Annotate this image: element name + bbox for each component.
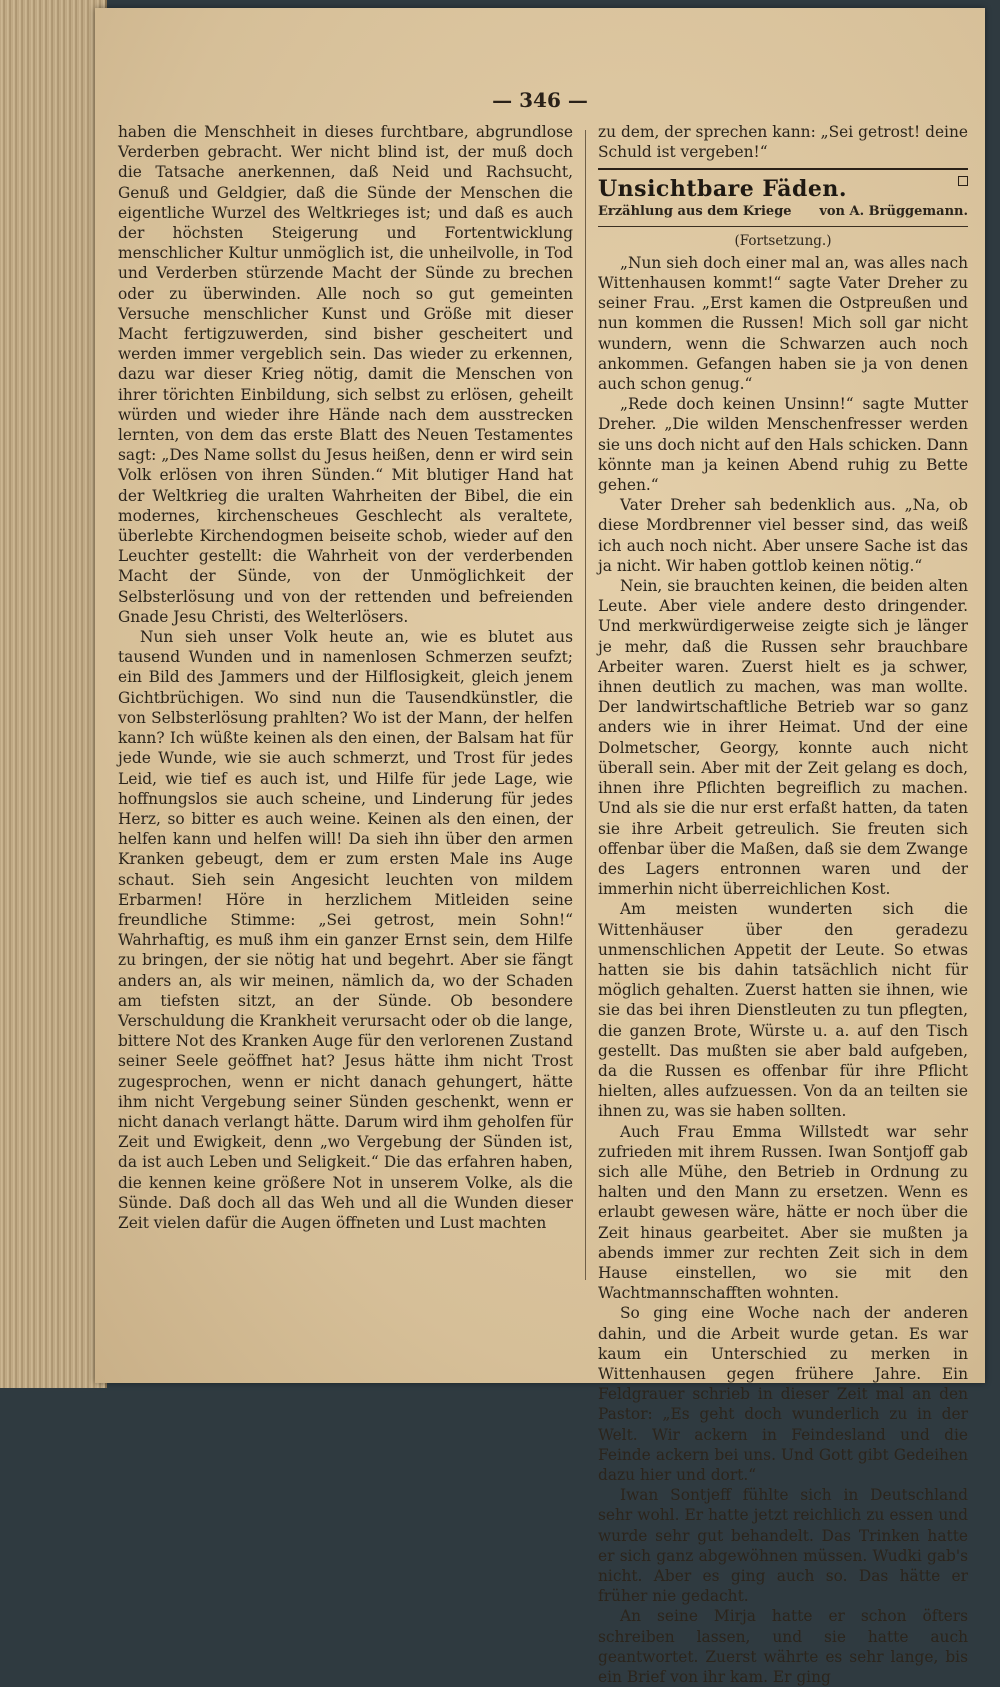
right-intro-paragraph: zu dem, der sprechen kann: „Sei getrost! deine Schuld ist vergeben!“ [598,123,968,162]
story-subtitle-row [598,202,968,226]
story-paragraph: So ging eine Woche nach der anderen dahin, und die Arbeit wurde getan. Es war kaum ein Unterschied zu merken in Wittenhausen gegen frühere Jahre. Ein Feldgrauer schrieb in dieser Zeit mal an den Pastor: „Es geht doch wunderlich zu in der Welt. Wir ackern in Feindesland und die Feinde ackern bei uns. Und Gott gibt Gedeihen dazu hier und dort.“ [598,1304,968,1484]
story-paragraph: Am meisten wunderten sich die Wittenhäuser über den geradezu unmenschlichen Appetit der Leute. So etwas hatten sie bis dahin tatsächlich nicht für möglich gehalten. Zuerst hatten sie ihnen, wie sie das bei ihren Dienstleuten zu tun pflegten, die ganzen Brote, Würste u. a. auf den Tisch gestellt. Das mußten sie aber bald aufgeben, da die Russen es offenbar für ihre Pflicht hielten, alles aufzuessen. Von da an teilten sie ihnen zu, was sie haben sollten. [598,900,968,1121]
story-paragraph: „Rede doch keinen Unsinn!“ sagte Mutter Dreher. „Die wilden Menschenfresser werden sie uns doch nicht auf den Hals schicken. Dann könnte man ja keinen Abend ruhig zu Bette gehen.“ [598,395,968,495]
left-paragraph: haben die Menschheit in dieses furchtbare, abgrundlose Verderben gebracht. Wer nicht blind ist, der muß doch die Tatsache anerkennen, daß Neid und Rachsucht, Genuß und Geldgier, daß die Sünde der Menschen die eigentliche Wurzel des Weltkrieges ist; und daß es auch der höchsten Steigerung und Fortentwicklung menschlicher Kultur unmöglich ist, die unheilvolle, in Tod und Verderben stürzende Macht der Sünde zu brechen oder zu überwinden. Alle noch so gut gemeinten Versuche menschlicher Kunst und Größe mit dieser Macht fertigzuwerden, sind bisher gescheitert und werden immer vergeblich sein. Das wieder zu erkennen, dazu war dieser Krieg nötig, damit die Menschen von ihrer törichten Einbildung, sich selbst zu erlösen, geheilt würden und wieder ihre Hände nach dem ausstrecken lernten, von dem das erste Blatt des Neuen Testamentes sagt: „Des Name sollst du Jesus heißen, denn er wird sein Volk erlösen von ihren Sünden.“ Mit blutiger Hand hat der Weltkrieg die uralten Wahrheiten der Bibel, die ein modernes, kirchenscheues Geschlecht als veraltete, überlebte Kirchendogmen beiseite schob, wieder auf den Leuchter gestellt: die Wahrheit von der verderbenden Macht der Sünde, von der Unmöglichkeit der Selbsterlösung und von der rettenden und befreienden Gnade Jesu Christi, des Welterlösers. [118,123,573,626]
left-paragraph: Nun sieh unser Volk heute an, wie es blutet aus tausend Wunden und in namenlosen Schmerzen seufzt; ein Bild des Jammers und der Hilflosigkeit, gleich jenem Gichtbrüchigen. Wo sind nun die Tausendkünstler, die von Selbsterlösung prahlten? Wo ist der Mann, der helfen kann? Ich wüßte keinen als den einen, der Balsam hat für jede Wunde, wie sie auch schmerzt, und Trost für jedes Leid, wie tief es auch ist, und Hilfe für jede Lage, wie hoffnungslos sie auch scheine, und Linderung für jedes Herz, so bitter es auch weine. Keinen als den einen, der helfen kann und helfen will! Da sieh ihn über den armen Kranken gebeugt, dem er zum ersten Male ins Auge schaut. Sieh sein Angesicht leuchten von mildem Erbarmen! Höre in herzlichem Mitleiden seine freundliche Stimme: „Sei getrost, mein Sohn!“ Wahrhaftig, es muß ihm ein ganzer Ernst sein, dem Hilfe zu bringen, der sie nötig hat und begehrt. Aber sie fängt anders an, als wir meinen, nämlich da, wo der Schaden am tiefsten sitzt, an der Sünde. Ob besondere Verschuldung die Krankheit verursacht oder ob die lange, bittere Not des Kranken Auge für den verlorenen Zustand seiner Seele geöffnet hat? Jesus hätte ihm nicht Trost zugesprochen, wenn er nicht danach gehungert, hätte ihm nicht Vergebung seiner Sünden geschenkt, wenn er nicht danach verlangt hätte. Darum wird ihm geholfen für Zeit und Ewigkeit, denn „wo Vergebung der Sünden ist, da ist auch Leben und Seligkeit.“ Die das erfahren haben, die kennen keine größere Not in unserem Volke, als die Sünde. Daß doch all das Weh und all die Wunden dieser Zeit vielen dafür die Augen öffneten und Lust machten [118,628,573,1232]
story-paragraph: Vater Dreher sah bedenklich aus. „Na, ob diese Mordbrenner viel besser sind, das weiß ich auch noch nicht. Aber unsere Sache ist das ja nicht. Wir haben gottlob keinen nötig.“ [598,496,968,575]
story-paragraph: Nein, sie brauchten keinen, die beiden alten Leute. Aber viele andere desto dringender. Und merkwürdigerweise zeigte sich je länger je mehr, daß die Russen sehr brauchbare Arbeiter waren. Zuerst hielt es ja schwer, ihnen deutlich zu machen, was man wollte. Der landwirtschaftliche Betrieb war so ganz anders wie in ihrer Heimat. Und der eine Dolmetscher, Georgy, konnte auch nicht überall sein. Aber mit der Zeit gelang es doch, ihnen ihre Pflichten begreiflich zu machen. Und als sie die nur erst erfaßt hatten, da taten sie ihre Arbeit getreulich. Sie freuten sich offenbar über die Maßen, daß sie dem Zwange des Lagers entronnen waren und der immerhin nicht überreichlichen Kost. [598,577,968,899]
right-column [598,122,968,1687]
story-header [598,168,968,250]
book-page-edges [0,0,107,1388]
column-divider [585,130,586,1280]
page-number: — 346 — [492,88,588,112]
story-title: Unsichtbare Fäden. [598,176,848,203]
left-column [118,122,573,1233]
story-author: von A. Brüggemann. [819,204,968,220]
story-paragraph: An seine Mirja hatte er schon öfters schreiben lassen, und sie hatte auch geantwortet. Zuerst währte es sehr lange, bis ein Brief von ihr kam. Er ging [598,1607,968,1687]
square-ornament-icon [958,176,968,186]
story-paragraph: „Nun sieh doch einer mal an, was alles nach Wittenhausen kommt!“ sagte Vater Dreher zu seiner Frau. „Erst kamen die Ostpreußen und nun kommen die Russen! Mich soll gar nicht wundern, wenn die Schwarzen auch noch ankommen. Gefangen haben sie ja von denen auch schon genug.“ [598,253,968,394]
story-paragraph: Iwan Sontjeff fühlte sich in Deutschland sehr wohl. Er hatte jetzt reichlich zu essen und wurde sehr gut behandelt. Das Trinken hatte er sich ganz abgewöhnen müssen. Wudki gab's nicht. Aber es ging auch so. Das hätte er früher nie gedacht. [598,1486,968,1606]
story-paragraph: Auch Frau Emma Willstedt war sehr zufrieden mit ihrem Russen. Iwan Sontjoff gab sich alle Mühe, den Betrieb in Ordnung zu halten und den Mann zu ersetzen. Wenn es erlaubt gewesen wäre, hätte er noch über die Zeit hinaus gearbeitet. Aber sie mußten ja abends immer zur rechten Zeit sich in dem Hause einstellen, wo sie mit den Wachtmannschafften wohnten. [598,1122,968,1303]
story-subtitle: Erzählung aus dem Kriege [598,204,792,220]
continued-note: (Fortsetzung.) [734,232,832,249]
